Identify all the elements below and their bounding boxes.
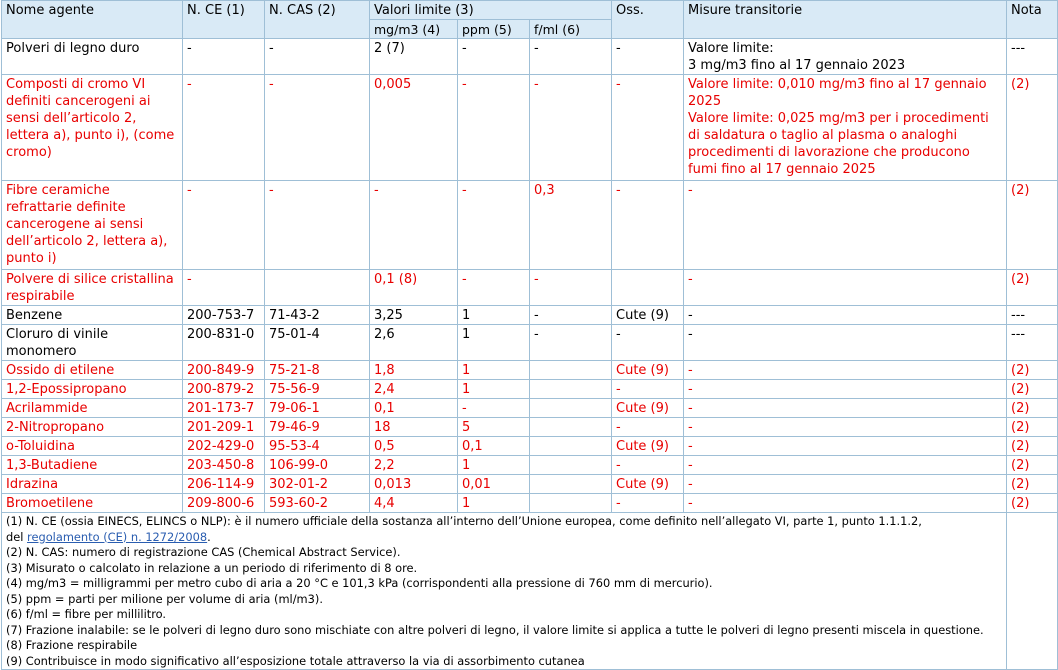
cell-ce: 200-849-9	[183, 361, 265, 380]
cell-name: Acrilammide	[2, 399, 183, 418]
cell-fml: -	[530, 39, 612, 75]
cell-note: (2)	[1007, 494, 1058, 513]
cell-cas: 75-21-8	[265, 361, 370, 380]
footnotes	[2, 513, 1007, 670]
cell-name: 1,2-Epossipropano	[2, 380, 183, 399]
cell-measures: -	[684, 418, 1007, 437]
header-oss: Oss.	[612, 1, 684, 39]
cell-ppm: 1	[458, 306, 530, 325]
limits-table	[1, 0, 1058, 670]
cell-ppm: 1	[458, 361, 530, 380]
cell-note: (2)	[1007, 75, 1058, 181]
cell-cas: 71-43-2	[265, 306, 370, 325]
table-row	[2, 361, 1058, 380]
footnote-1a: (1) N. CE (ossia EINECS, ELINCS o NLP): è il numero ufficiale della sostanza all’interno dell’Unione europea, come definito nell’allegato VI, parte 1, punto 1.1.1.2,	[6, 514, 922, 528]
cell-measures	[684, 39, 1007, 75]
measures-line: 3 mg/m3 fino al 17 gennaio 2023	[688, 58, 906, 73]
cell-fml	[530, 437, 612, 456]
cell-ppm: 5	[458, 418, 530, 437]
header-mg: mg/m3 (4)	[370, 20, 458, 39]
cell-name: Composti di cromo VI definiti cancerogeni ai sensi dell’articolo 2, lettera a), punto i), (come cromo)	[2, 75, 183, 181]
cell-oss: Cute (9)	[612, 475, 684, 494]
cell-fml: -	[530, 75, 612, 181]
header-name: Nome agente	[2, 1, 183, 39]
cell-oss: Cute (9)	[612, 306, 684, 325]
cell-note: (2)	[1007, 475, 1058, 494]
cell-cas: 106-99-0	[265, 456, 370, 475]
cell-note: (2)	[1007, 270, 1058, 306]
cell-ppm: 1	[458, 380, 530, 399]
cell-oss	[612, 270, 684, 306]
cell-oss: -	[612, 456, 684, 475]
header-ppm: ppm (5)	[458, 20, 530, 39]
cell-cas	[265, 270, 370, 306]
cell-mg: -	[370, 181, 458, 270]
cell-cas: 75-56-9	[265, 380, 370, 399]
cell-name: Fibre ceramiche refrattarie definite cancerogene ai sensi dell’articolo 2, lettera a), punto i)	[2, 181, 183, 270]
cell-ce: 201-209-1	[183, 418, 265, 437]
cell-measures: -	[684, 361, 1007, 380]
cell-measures: -	[684, 325, 1007, 361]
table-row	[2, 456, 1058, 475]
cell-measures: -	[684, 306, 1007, 325]
footnote-4: (4) mg/m3 = milligrammi per metro cubo di aria a 20 °C e 101,3 kPa (corrispondenti alla pressione di 760 mm di mercurio).	[6, 576, 713, 590]
cell-mg: 0,005	[370, 75, 458, 181]
cell-measures: -	[684, 270, 1007, 306]
table-row	[2, 399, 1058, 418]
cell-measures: -	[684, 475, 1007, 494]
cell-name: Benzene	[2, 306, 183, 325]
header-note: Nota	[1007, 1, 1058, 39]
cell-ce: 209-800-6	[183, 494, 265, 513]
footnote-1b-suffix: .	[207, 529, 211, 544]
footnote-8: (8) Frazione respirabile	[6, 638, 138, 652]
cell-mg: 1,8	[370, 361, 458, 380]
measures-line: Valore limite: 0,025 mg/m3 per i procedimenti di saldatura o taglio al plasma o analoghi procedimenti di lavorazione che producono fumi fino al 17 gennaio 2025	[688, 111, 989, 177]
cell-cas: 75-01-4	[265, 325, 370, 361]
header-ce: N. CE (1)	[183, 1, 265, 39]
cell-fml	[530, 399, 612, 418]
cell-oss: Cute (9)	[612, 399, 684, 418]
cell-cas: 95-53-4	[265, 437, 370, 456]
cell-fml	[530, 418, 612, 437]
cell-note: ---	[1007, 39, 1058, 75]
cell-note: (2)	[1007, 399, 1058, 418]
footnotes-note-cell	[1007, 513, 1058, 670]
cell-cas: 79-46-9	[265, 418, 370, 437]
cell-measures: -	[684, 494, 1007, 513]
table-row	[2, 380, 1058, 399]
measures-line: Valore limite:	[688, 41, 774, 56]
cell-ce: -	[183, 270, 265, 306]
footnote-7: (7) Frazione inalabile: se le polveri di legno duro sono mischiate con altre polveri di legno, il valore limite si applica a tutte le polveri di legno presenti miscela in questione.	[6, 622, 984, 637]
cell-cas: 302-01-2	[265, 475, 370, 494]
cell-ce: 203-450-8	[183, 456, 265, 475]
cell-mg: 2,4	[370, 380, 458, 399]
cell-oss: -	[612, 75, 684, 181]
cell-oss: Cute (9)	[612, 437, 684, 456]
cell-note: ---	[1007, 325, 1058, 361]
cell-mg: 0,1	[370, 399, 458, 418]
cell-name: o-Toluidina	[2, 437, 183, 456]
cell-fml	[530, 475, 612, 494]
cell-ce: -	[183, 181, 265, 270]
footnote-3: (3) Misurato o calcolato in relazione a un periodo di riferimento di 8 ore.	[6, 560, 418, 575]
table-row	[2, 306, 1058, 325]
footnote-2: (2) N. CAS: numero di registrazione CAS (Chemical Abstract Service).	[6, 545, 401, 559]
cell-ce: 200-753-7	[183, 306, 265, 325]
cell-fml	[530, 456, 612, 475]
cell-measures: -	[684, 399, 1007, 418]
table-row	[2, 418, 1058, 437]
cell-oss: -	[612, 494, 684, 513]
header-row	[2, 1, 1058, 20]
cell-cas: 79-06-1	[265, 399, 370, 418]
cell-oss: -	[612, 39, 684, 75]
header-fml: f/ml (6)	[530, 20, 612, 39]
header-measures: Misure transitorie	[684, 1, 1007, 39]
cell-ppm: -	[458, 270, 530, 306]
cell-note: (2)	[1007, 456, 1058, 475]
cell-mg: 2,6	[370, 325, 458, 361]
cell-measures: -	[684, 437, 1007, 456]
cell-mg: 2,2	[370, 456, 458, 475]
cell-ppm: 1	[458, 494, 530, 513]
cell-oss: -	[612, 325, 684, 361]
cell-ce: -	[183, 75, 265, 181]
cell-ppm: 1	[458, 456, 530, 475]
cell-cas: -	[265, 39, 370, 75]
measures-line: Valore limite: 0,010 mg/m3 fino al 17 gennaio 2025	[688, 77, 987, 109]
cell-ppm: 0,01	[458, 475, 530, 494]
cell-measures: -	[684, 181, 1007, 270]
cell-mg: 18	[370, 418, 458, 437]
cell-name: Idrazina	[2, 475, 183, 494]
cell-cas: 593-60-2	[265, 494, 370, 513]
cell-name: Bromoetilene	[2, 494, 183, 513]
cell-note: (2)	[1007, 380, 1058, 399]
cell-oss: -	[612, 418, 684, 437]
cell-note: (2)	[1007, 181, 1058, 270]
cell-note: (2)	[1007, 361, 1058, 380]
cell-measures	[684, 75, 1007, 181]
cell-ppm: 1	[458, 325, 530, 361]
cell-cas: -	[265, 75, 370, 181]
cell-name: 2-Nitropropano	[2, 418, 183, 437]
table-row	[2, 39, 1058, 75]
table-row	[2, 494, 1058, 513]
cell-ce: 206-114-9	[183, 475, 265, 494]
cell-name: 1,3-Butadiene	[2, 456, 183, 475]
header-cas: N. CAS (2)	[265, 1, 370, 39]
table-row	[2, 325, 1058, 361]
cell-oss: -	[612, 380, 684, 399]
cell-name: Ossido di etilene	[2, 361, 183, 380]
cell-note: ---	[1007, 306, 1058, 325]
cell-mg: 0,013	[370, 475, 458, 494]
cell-ppm: -	[458, 75, 530, 181]
footnote-1b	[6, 530, 1002, 546]
cell-fml: 0,3	[530, 181, 612, 270]
cell-fml	[530, 494, 612, 513]
cell-fml: -	[530, 270, 612, 306]
cell-ce: 200-879-2	[183, 380, 265, 399]
table-row	[2, 181, 1058, 270]
cell-measures: -	[684, 456, 1007, 475]
cell-note: (2)	[1007, 418, 1058, 437]
footnote-9: (9) Contribuisce in modo significativo all’esposizione totale attraverso la via di assorbimento cutanea	[6, 653, 585, 668]
footnote-1b-prefix: del	[6, 529, 24, 544]
cell-ce: 200-831-0	[183, 325, 265, 361]
table-row	[2, 75, 1058, 181]
table-row	[2, 437, 1058, 456]
cell-name: Polveri di legno duro	[2, 39, 183, 75]
cell-mg: 0,1 (8)	[370, 270, 458, 306]
cell-cas: -	[265, 181, 370, 270]
cell-ppm: -	[458, 39, 530, 75]
cell-oss: Cute (9)	[612, 361, 684, 380]
cell-fml	[530, 361, 612, 380]
cell-ce: -	[183, 39, 265, 75]
cell-name: Cloruro di vinile monomero	[2, 325, 183, 361]
cell-measures: -	[684, 380, 1007, 399]
cell-note: (2)	[1007, 437, 1058, 456]
regulation-link[interactable]: regolamento (CE) n. 1272/2008	[27, 529, 208, 544]
table-row	[2, 475, 1058, 494]
cell-name: Polvere di silice cristallina respirabile	[2, 270, 183, 306]
cell-ppm: -	[458, 181, 530, 270]
cell-mg: 4,4	[370, 494, 458, 513]
cell-mg: 0,5	[370, 437, 458, 456]
cell-ppm: 0,1	[458, 437, 530, 456]
cell-mg: 3,25	[370, 306, 458, 325]
header-limits: Valori limite (3)	[370, 1, 612, 20]
cell-ce: 201-173-7	[183, 399, 265, 418]
cell-oss: -	[612, 181, 684, 270]
footnote-6: (6) f/ml = fibre per millilitro.	[6, 607, 167, 621]
cell-fml	[530, 380, 612, 399]
cell-mg: 2 (7)	[370, 39, 458, 75]
cell-fml: -	[530, 325, 612, 361]
cell-ppm: -	[458, 399, 530, 418]
footnotes-row	[2, 513, 1058, 670]
cell-fml: -	[530, 306, 612, 325]
table-row	[2, 270, 1058, 306]
cell-ce: 202-429-0	[183, 437, 265, 456]
footnote-5: (5) ppm = parti per milione per volume di aria (ml/m3).	[6, 591, 323, 606]
